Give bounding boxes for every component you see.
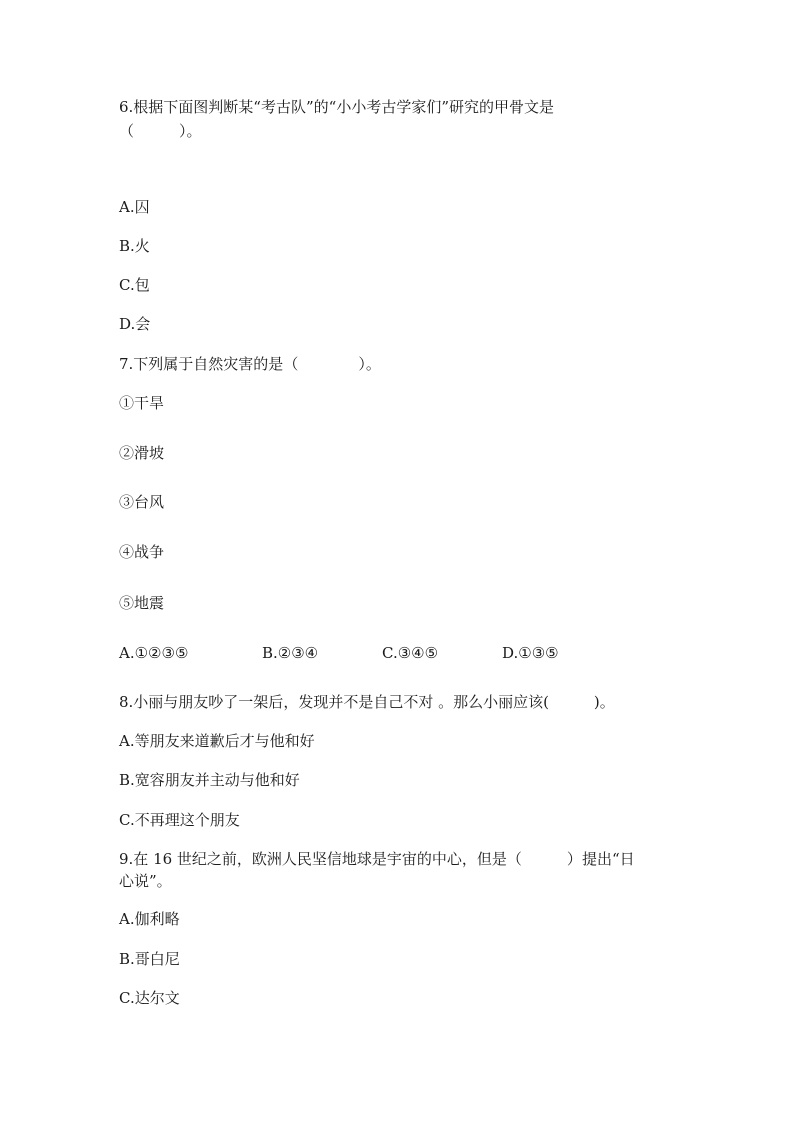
q7-option-b: B.②③④: [262, 644, 319, 662]
q8-option-c: C.不再理这个朋友: [119, 811, 240, 829]
q7-item-4: ④战争: [119, 543, 165, 561]
q6-option-b: B.火: [119, 237, 150, 255]
q7-option-d: D.①③⑤: [502, 644, 559, 662]
q6-stem: 6.根据下面图判断某“考古队”的“小小考古学家们”研究的甲骨文是: [119, 98, 554, 116]
q7-item-5: ⑤地震: [119, 594, 165, 612]
q7-option-a: A.①②③⑤: [119, 644, 189, 662]
q6-option-d: D.会: [119, 315, 151, 333]
q6-option-c: C.包: [119, 276, 150, 294]
q9-stem: 9.在 16 世纪之前，欧洲人民坚信地球是宇宙的中心，但是（ ）提出“日: [119, 850, 635, 868]
q9-option-b: B.哥白尼: [119, 950, 180, 968]
q8-option-a: A.等朋友来道歉后才与他和好: [119, 732, 315, 750]
q8-option-b: B.宽容朋友并主动与他和好: [119, 771, 300, 789]
q9-option-c: C.达尔文: [119, 989, 180, 1007]
q9-stem-cont: 心说”。: [119, 872, 172, 890]
q7-item-2: ②滑坡: [119, 444, 165, 462]
q9-option-a: A.伽利略: [119, 910, 180, 928]
q7-item-1: ①干旱: [119, 394, 165, 412]
q6-stem-cont: （ ）。: [119, 122, 202, 140]
q6-option-a: A.囚: [119, 198, 150, 216]
q8-stem: 8.小丽与朋友吵了一架后，发现并不是自己不对 。那么小丽应该( )。: [119, 693, 615, 711]
q7-stem: 7.下列属于自然灾害的是（ ）。: [119, 355, 381, 373]
q7-item-3: ③台风: [119, 493, 165, 511]
q7-option-c: C.③④⑤: [382, 644, 439, 662]
q7-options-row: [0, 643, 794, 663]
